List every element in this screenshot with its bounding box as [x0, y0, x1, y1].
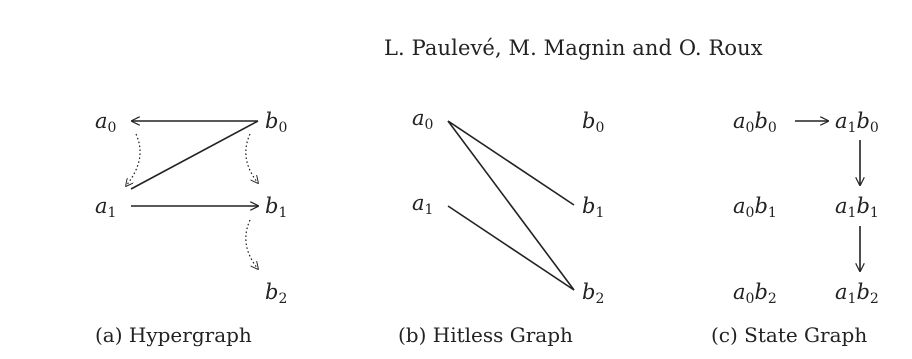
hypergraph-node-b0: b0	[265, 109, 288, 136]
hypergraph-figure	[95, 109, 287, 347]
hitless-edge-a0-b2	[448, 121, 574, 290]
running-header: L. Paulevé, M. Magnin and O. Roux	[384, 36, 763, 60]
hitless-node-a0: a0	[412, 106, 434, 133]
caption-b: (b) Hitless Graph	[398, 323, 573, 347]
hitless-graph-figure	[398, 106, 604, 347]
state-graph-figure	[711, 109, 879, 347]
caption-a: (a) Hypergraph	[95, 323, 252, 347]
state-node-a1b2: a1b2	[835, 280, 879, 307]
hitless-node-b0: b0	[582, 109, 605, 136]
hypergraph-node-b2: b2	[265, 280, 288, 307]
hypergraph-node-a1: a1	[95, 194, 117, 221]
state-node-a0b2: a0b2	[733, 280, 777, 307]
hitless-node-b2: b2	[582, 280, 605, 307]
state-node-a1b0: a1b0	[835, 109, 879, 136]
hitless-edge-a0-b1	[448, 121, 574, 205]
hitless-node-b1: b1	[582, 194, 605, 221]
state-node-a1b1: a1b1	[835, 194, 879, 221]
hypergraph-node-b1: b1	[265, 194, 288, 221]
dotted-arrow-b1-b2	[246, 220, 258, 269]
dotted-arrow-b0-b1	[246, 134, 258, 183]
hitless-node-a1: a1	[412, 191, 434, 218]
caption-c: (c) State Graph	[711, 323, 868, 347]
hitless-edge-a1-b2	[448, 206, 574, 290]
dotted-arrow-a0-a1	[126, 134, 140, 186]
state-node-a0b0: a0b0	[733, 109, 777, 136]
hypergraph-node-a0: a0	[95, 109, 117, 136]
hyperedge-a1-b0	[131, 121, 258, 189]
state-node-a0b1: a0b1	[733, 194, 777, 221]
